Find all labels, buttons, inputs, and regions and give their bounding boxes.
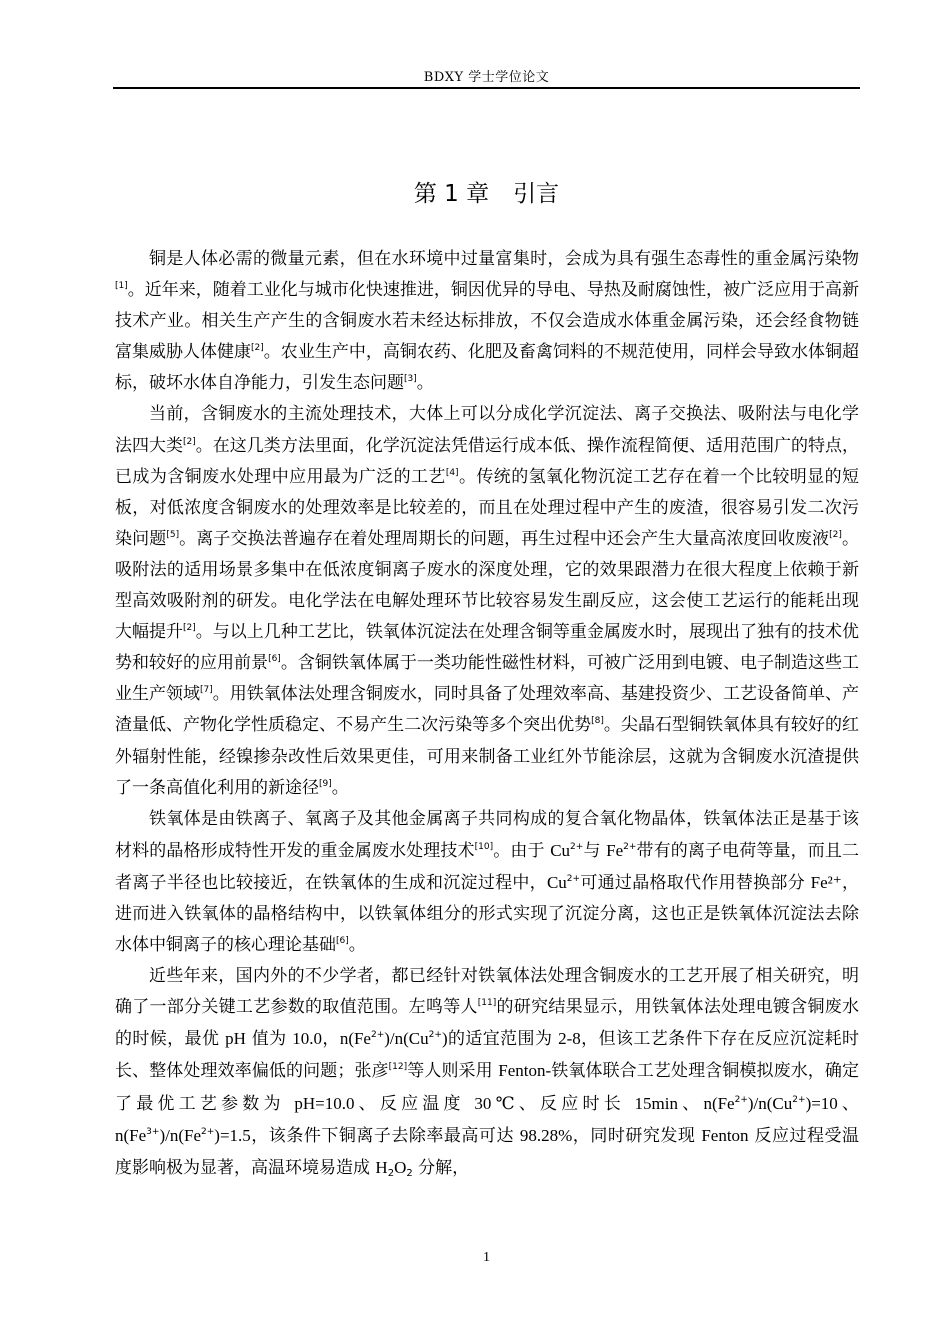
chapter-number: 第 1 章: [413, 181, 490, 207]
latin-text: n(Fe: [115, 1125, 147, 1145]
superscript: 2+: [428, 1030, 442, 1041]
chapter-heading: 引言: [513, 181, 560, 207]
text-run: 等人则采用: [407, 1061, 499, 1082]
text-run: 铜是人体必需的微量元素，但在水环境中过量富集时，会成为具有强生态毒性的重金属污染物: [149, 249, 859, 269]
text-run: 、: [837, 1093, 860, 1114]
superscript: [2]: [183, 436, 196, 447]
latin-text: 30℃: [474, 1093, 519, 1113]
latin-text: O: [394, 1157, 407, 1177]
latin-text: 10.0: [292, 1029, 323, 1049]
latin-text: ): [441, 1029, 448, 1049]
text-run: 。: [416, 373, 434, 394]
latin-text: pH=10.0: [294, 1093, 355, 1113]
text-run: 。含铜铁氧体属于一类功能性磁性材料，可被广泛用到电镀、电子制造这些工业生产领域: [115, 653, 860, 705]
text-run: ，: [322, 1029, 340, 1050]
superscript: [10]: [474, 841, 494, 852]
text-run: 、反应温度: [354, 1093, 475, 1114]
superscript: [8]: [591, 716, 604, 727]
text-run: 。用铁氧体法处理含铜废水，同时具备了处理效率高、基建投资少、工艺设备简单、产渣量低、产物化学性质稳定、不易产生二次污染等多个突出优势: [115, 684, 860, 736]
text-run: 。: [331, 777, 349, 798]
latin-text: Fenton: [701, 1125, 749, 1145]
superscript: [11]: [477, 998, 497, 1009]
superscript: [2]: [251, 343, 264, 354]
page-number: 1: [483, 1250, 490, 1265]
text-run: ，同时研究发现: [572, 1125, 702, 1146]
text-run: 当前，含铜废水的主流处理技术，大体上可以分成化学沉淀法、离子交换法、吸附法与电化学法四大类: [115, 404, 859, 456]
superscript: 2+: [566, 873, 581, 884]
text-run: 、: [678, 1093, 704, 1114]
text-run: 分解，: [412, 1157, 470, 1178]
text-run: 值为: [245, 1029, 293, 1050]
latin-text: H: [375, 1157, 388, 1177]
superscript: 2+: [792, 1094, 806, 1105]
text-run: 。吸附法的适用场景多集中在低浓度铜离子废水的深度处理，它的效果跟潜力在很大程度上依赖于新型高效吸附剂的研发。电化学法在电解处理环节比较容易发生副反应，这会使工艺运行的能耗出现大幅提升: [115, 528, 860, 643]
latin-text: )/n(Fe: [159, 1125, 201, 1145]
superscript: [12]: [388, 1062, 408, 1073]
paragraph: [115, 804, 859, 961]
latin-text: Cu: [546, 872, 567, 892]
superscript: [6]: [336, 936, 349, 947]
superscript: [2]: [183, 623, 196, 634]
latin-text: Fe: [606, 840, 624, 860]
superscript: [1]: [115, 281, 128, 292]
latin-text: n(Fe: [703, 1093, 735, 1113]
superscript: [4]: [445, 467, 459, 478]
running-header: BDXY 学士学位论文: [423, 70, 550, 85]
superscript: [6]: [268, 654, 281, 665]
text-run: 。传统的氢氧化物沉淀工艺存在着一个比较明显的短板，对低浓度含铜废水的处理效率是比较差的，而且在处理过程中产生的废渣，很容易引发二次污染问题: [115, 466, 860, 549]
superscript: 2+: [734, 1094, 748, 1105]
chapter-title: [113, 176, 860, 212]
paragraph: [115, 244, 859, 399]
superscript: 2+: [201, 1126, 215, 1137]
text-run: 、反应时长: [518, 1093, 635, 1114]
latin-text: Fe²⁺: [810, 872, 842, 892]
paragraph: [115, 961, 859, 1184]
latin-text: n(Fe: [339, 1029, 371, 1049]
text-run: 与: [583, 840, 607, 861]
text-run: 带有的离子电荷等量，而且二者离子半径也比较接近，在铁氧体的生成和沉淀过程中，: [115, 840, 860, 893]
text-run: 的适宜范围为: [447, 1029, 559, 1050]
superscript: [2]: [829, 529, 842, 540]
text-run: 。尖晶石型铜铁氧体具有较好的红外辐射性能，经镍掺杂改性后效果更佳，可用来制备工业红外节能涂层，这就为含铜废水沉渣提供了一条高值化利用的新途径: [115, 715, 860, 798]
latin-text: Cu: [550, 840, 571, 860]
latin-text: )=10: [805, 1093, 838, 1113]
text-run: 铁氧体是由铁离子、氧离子及其他金属离子共同构成的复合氧化物晶体，铁氧体法正是基于该材料的晶格形成特性开发的重金属废水处理技术: [115, 808, 859, 861]
body-text: [115, 244, 859, 1184]
text-run: 。: [348, 935, 366, 956]
text-run: 可通过晶格取代作用替换部分: [580, 872, 811, 893]
superscript: 3+: [146, 1126, 160, 1137]
subscript: 2: [406, 1167, 413, 1179]
superscript: 2+: [570, 841, 584, 852]
latin-text: )/n(Cu: [747, 1093, 793, 1113]
latin-text: Fenton-: [498, 1061, 552, 1081]
text-run: 。由于: [493, 840, 551, 861]
latin-text: pH: [225, 1029, 246, 1049]
text-run: 铁氧体联合工艺处理含铜模拟废水，确定了最优工艺参数为: [115, 1061, 860, 1114]
text-run: ，进而进入铁氧体的晶格结构中，以铁氧体组分的形式实现了沉淀分离，这也正是铁氧体沉淀法去除水体中铜离子的核心理论基础: [115, 872, 860, 956]
superscript: [5]: [166, 529, 180, 540]
latin-text: 98.28%: [519, 1125, 573, 1145]
text-run: 。与以上几种工艺比，铁氧体沉淀法在处理含铜等重金属废水时，展现出了独有的技术优势和较好的应用前景: [115, 622, 860, 674]
text-run: 。近年来，随着工业化与城市化快速推进，铜因优异的导电、导热及耐腐蚀性，被广泛应用于高新技术产业。相关生产产生的含铜废水若未经达标排放，不仅会造成水体重金属污染，还会经食物链富集威胁人体健康: [115, 280, 859, 363]
text-run: ，但该工艺条件下存在反应沉淀耗时长、整体处理效率偏低的问题；张彦: [115, 1029, 860, 1082]
text-run: 。离子交换法普遍存在着处理周期长的问题，再生过程中还会产生大量高浓度回收废液: [179, 528, 830, 549]
text-run: 反应过程受温度影响极为显著，高温环境易造成: [115, 1125, 860, 1178]
latin-text: )=1.5: [214, 1125, 251, 1145]
superscript: 2+: [623, 841, 637, 852]
text-run: 。农业生产中，高铜农药、化肥及畜禽饲料的不规范使用，同样会导致水体铜超标，破坏水体自净能力，引发生态问题: [115, 342, 859, 394]
text-run: 。在这几类方法里面，化学沉淀法凭借运行成本低、操作流程简便、适用范围广的特点，已成为含铜废水处理中应用最为广泛的工艺: [115, 435, 860, 487]
text-run: 的研究结果显示，用铁氧体法处理电镀含铜废水的时候，最优: [115, 997, 860, 1050]
latin-text: 15min: [634, 1093, 678, 1113]
latin-text: )/n(Cu: [384, 1029, 429, 1049]
latin-text: 2-8: [558, 1029, 581, 1049]
paragraph: [115, 399, 859, 803]
subscript: 2: [387, 1167, 395, 1179]
header-rule: [113, 87, 860, 89]
superscript: [7]: [200, 685, 213, 696]
text-run: 近些年来，国内外的不少学者，都已经针对铁氧体法处理含铜废水的工艺开展了相关研究，明确了一部分关键工艺参数的取值范围。左鸣等人: [115, 966, 859, 1018]
superscript: 2+: [370, 1030, 385, 1041]
superscript: [9]: [319, 778, 332, 789]
superscript: [3]: [404, 374, 417, 385]
text-run: ，该条件下铜离子去除率最高可达: [250, 1125, 520, 1146]
